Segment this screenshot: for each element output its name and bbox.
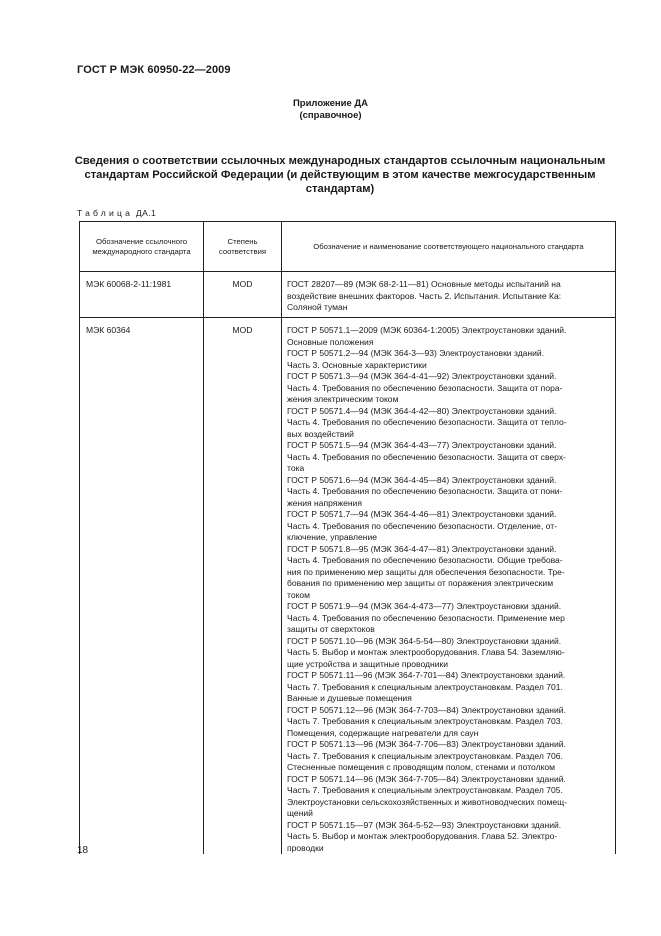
title-line: Сведения о соответствии ссылочных международных стандартов ссылочным национальным <box>74 155 606 167</box>
national-standard-line: воздействие внешних факторов. Часть 2. Испытания. Испытание Ка: <box>287 290 562 301</box>
national-standard-line: ГОСТ Р 50571.13—96 (МЭК 364-7-706—83) Электроустановки зданий. <box>287 739 566 749</box>
national-standard-line: ГОСТ Р 50571.1—2009 (МЭК 60364-1:2005) Электроустановки зданий. <box>287 325 567 335</box>
national-standard-line: ния по применению мер защиты для обеспечения безопасности. Тре- <box>287 566 565 577</box>
national-standard-line: ГОСТ Р 50571.7—94 (МЭК 364-4-46—81) Электроустановки зданий. <box>287 509 557 519</box>
page-number: 18 <box>77 845 89 856</box>
national-standard-line: ГОСТ Р 50571.11—96 (МЭК 364-7-701—84) Электроустановки зданий. <box>287 670 566 680</box>
national-standard-line: Часть 7. Требования к специальным электроустановкам. Раздел 703. <box>287 716 563 726</box>
national-standard-line: ГОСТ Р 50571.5—94 (МЭК 364-4-43—77) Электроустановки зданий. <box>287 440 557 450</box>
table-caption-word: Таблица <box>77 208 134 218</box>
table-row <box>80 272 616 318</box>
national-standard-line: Ванные и душевые помещения <box>287 693 412 703</box>
national-standard-line: Часть 4. Требования по обеспечению безопасности. Защита от тепло- <box>287 417 567 427</box>
national-standard-line: ГОСТ Р 50571.12—96 (МЭК 364-7-703—84) Электроустановки зданий. <box>287 704 566 715</box>
table-row <box>80 318 616 855</box>
column-header-national: Обозначение и наименование соответствующего национального стандарта <box>282 222 616 272</box>
national-standard-line: Часть 3. Основные характеристики <box>287 359 427 370</box>
national-standard-line: Часть 5. Выбор и монтаж электрооборудования. Глава 52. Электро- <box>287 831 558 841</box>
national-standard-line: Часть 4. Требования по обеспечению безопасности. Защита от сверх- <box>287 451 566 462</box>
annex-title: Приложение ДА <box>292 98 369 109</box>
national-standard-line: ГОСТ Р 50571.8—95 (МЭК 364-4-47—81) Электроустановки зданий. <box>287 543 557 554</box>
national-standard-line: Часть 4. Требования по обеспечению безопасности. Защита от пони- <box>287 486 563 496</box>
national-standard-cell <box>282 318 616 855</box>
national-standard-line: бования по применению мер защиты от поражения электрическим <box>287 578 554 588</box>
national-standard-line: щие устройства и защитные проводники <box>287 658 449 669</box>
national-standard-line: Помещения, содержащие нагреватели для саун <box>287 727 479 738</box>
national-standard-line: защиты от сверхтоков <box>287 624 375 634</box>
national-standard-line: жения электрическим током <box>287 394 399 404</box>
annex-heading <box>0 98 661 122</box>
degree-cell: MOD <box>204 272 282 318</box>
degree-cell: MOD <box>204 318 282 855</box>
column-header-international: Обозначение ссылочного международного стандарта <box>80 222 204 272</box>
national-standard-line: ГОСТ Р 50571.3—94 (МЭК 364-4-41—92) Электроустановки зданий. <box>287 371 557 381</box>
national-standard-line: ГОСТ Р 50571.15—97 (МЭК 364-5-52—93) Электроустановки зданий. <box>287 819 562 830</box>
correspondence-table <box>79 221 616 854</box>
national-standard-line: ключение, управление <box>287 532 377 542</box>
national-standard-line: ГОСТ Р 50571.14—96 (МЭК 364-7-705—84) Электроустановки зданий. <box>287 773 566 784</box>
title-line: стандартам Российской Федерации (и действующим в этом качестве межгосударственным <box>84 169 596 181</box>
national-standard-line: током <box>287 589 311 600</box>
national-standard-line: Стесненные помещения с проводящим полом, стенами и потолком <box>287 762 556 772</box>
national-standard-line: Часть 7. Требования к специальным электроустановкам. Раздел 706. <box>287 750 563 761</box>
national-standard-line: Соляной туман <box>287 302 348 312</box>
national-standard-line: ГОСТ Р 50571.10—96 (МЭК 364-5-54—80) Электроустановки зданий. <box>287 635 562 646</box>
table-header-row <box>80 222 616 272</box>
international-standard-cell: МЭК 60364 <box>80 318 204 855</box>
table-caption-id: ДА.1 <box>135 208 157 218</box>
national-standard-line: Часть 7. Требования к специальным электроустановкам. Раздел 705. <box>287 785 563 795</box>
page-title <box>70 154 610 196</box>
national-standard-cell <box>282 272 616 318</box>
column-header-degree: Степень соответствия <box>204 222 282 272</box>
annex-type: (справочное) <box>299 110 362 121</box>
national-standard-line: щений <box>287 808 313 818</box>
national-standard-line: Часть 4. Требования по обеспечению безопасности. Отделение, от- <box>287 520 557 531</box>
national-standard-line: Часть 4. Требования по обеспечению безопасности. Общие требова- <box>287 555 563 565</box>
international-standard-cell: МЭК 60068-2-11:1981 <box>80 272 204 318</box>
national-standard-line: тока <box>287 463 305 473</box>
national-standard-line: ГОСТ Р 50571.6—94 (МЭК 364-4-45—84) Электроустановки зданий. <box>287 474 557 485</box>
national-standard-line: ГОСТ Р 50571.4—94 (МЭК 364-4-42—80) Электроустановки зданий. <box>287 405 557 416</box>
table-caption <box>77 208 156 218</box>
national-standard-line: проводки <box>287 842 324 853</box>
national-standard-line: ГОСТ 28207—89 (МЭК 68-2-11—81) Основные методы испытаний на <box>287 279 561 289</box>
national-standard-line: Часть 4. Требования по обеспечению безопасности. Применение мер <box>287 612 565 623</box>
national-standard-line: вых воздействий <box>287 428 354 439</box>
national-standard-line: Электроустановки сельскохозяйственных и животноводческих помещ- <box>287 796 567 807</box>
national-standard-line: ГОСТ Р 50571.2—94 (МЭК 364-3—93) Электроустановки зданий. <box>287 348 545 358</box>
national-standard-line: ГОСТ Р 50571.9—94 (МЭК 364-4-473—77) Электроустановки зданий. <box>287 601 562 611</box>
national-standard-line: Часть 5. Выбор и монтаж электрооборудования. Глава 54. Заземляю- <box>287 647 565 657</box>
national-standard-line: Основные положения <box>287 336 374 347</box>
title-line: стандартам) <box>305 183 375 195</box>
national-standard-line: Часть 4. Требования по обеспечению безопасности. Защита от пора- <box>287 382 563 393</box>
document-header: ГОСТ Р МЭК 60950-22—2009 <box>77 64 231 76</box>
national-standard-line: Часть 7. Требования к специальным электроустановкам. Раздел 701. <box>287 681 563 692</box>
national-standard-line: жения напряжения <box>287 497 362 508</box>
